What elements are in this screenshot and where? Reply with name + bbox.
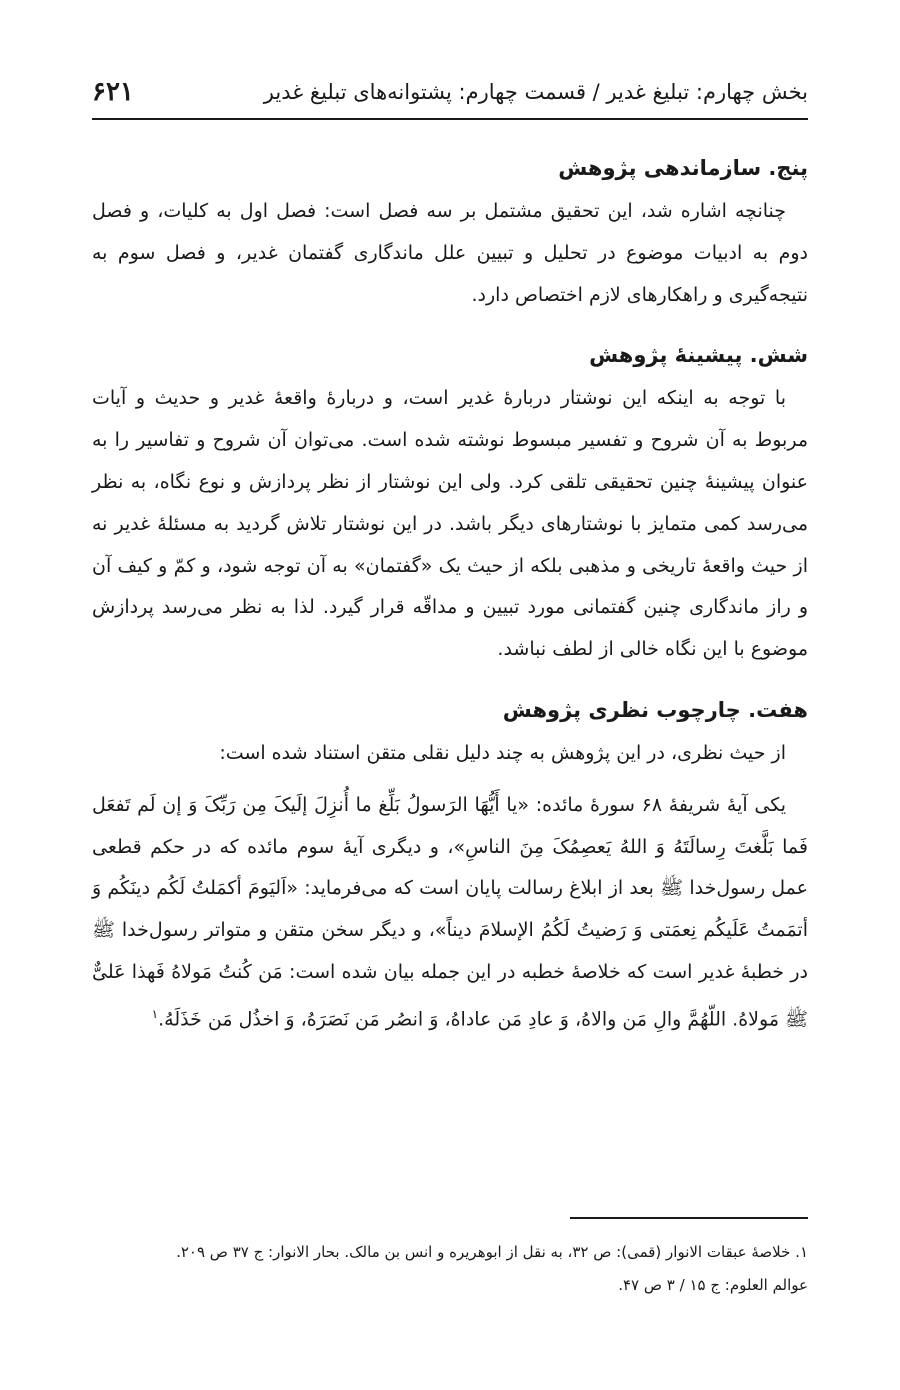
section-theoretical-framework — [92, 687, 808, 1041]
page-number: ۶۲۱ — [92, 77, 134, 107]
section-organization — [92, 145, 808, 316]
book-page — [92, 0, 808, 1390]
section-background — [92, 332, 808, 671]
section-heading: پنج. سازماندهی پژوهش — [558, 156, 808, 180]
running-head-title: بخش چهارم: تبلیغ غدیر / قسمت چهارم: پشتوانه‌های تبلیغ غدیر — [263, 80, 808, 104]
footnote-line: ۱. خلاصهٔ عبقات الانوار (قمی): ص ۳۲، به نقل از ابوهریره و انس بن مالک. بحار الانوار: ج ۳۷ ص ۲۰۹. — [176, 1243, 808, 1261]
footnote-marker[interactable]: ۱ — [151, 1006, 159, 1021]
body-text — [92, 145, 808, 1041]
section-heading: هفت. چارچوب نظری پژوهش — [502, 697, 808, 722]
paragraph: چنانچه اشاره شد، این تحقیق مشتمل بر سه فصل است: فصل اول به کلیات، و فصل دوم به ادبیات موضوع در تحلیل و تبیین علل ماندگاری گفتمان غدیر، و فصل سوم به نتیجه‌گیری و راهکارهای لازم اختصاص دارد. — [92, 200, 808, 306]
footnotes — [92, 1236, 808, 1302]
section-heading: شش. پیشینهٔ پژوهش — [589, 343, 808, 368]
header-divider — [92, 118, 808, 120]
footnote-divider — [570, 1217, 808, 1219]
paragraph: از حیث نظری، در این پژوهش به چند دلیل نقلی متقن استناد شده است: — [219, 741, 786, 764]
paragraph-with-quotes — [92, 785, 808, 1041]
paragraph-text: یکی آیهٔ شریفهٔ ۶۸ سورهٔ مائده: «یا أَیُّهَا الرَسولُ بَلِّغ ما أُنزِلَ إلَیکَ مِن رَبِّکَ وَ إن لَم تَفعَل فَما بَلَّغتَ رِسالَتَهُ وَ اللهُ یَعصِمُکَ مِنَ الناسِ»، و دیگری آیهٔ سوم مائده که در حکم قطعی عمل رسول‌خدا ﷺ بعد از ابلاغ رسالت پایان است که می‌فرماید: «اَلیَومَ أکمَلتُ لَکُم دینَکُم وَ أتمَمتُ عَلَیکُم نِعمَتی وَ رَضیتُ لَکُمُ الإسلامَ دیناً»، و دیگر سخن متقن و متواتر رسول‌خدا ﷺ در خطبهٔ غدیر است که خلاصهٔ خطبه در این جمله بیان شده است: مَن کُنتُ مَولاهُ فَهذا عَلیٌّ ﷺ مَولاهُ. اللّهُمَّ والِ مَن والاهُ، وَ عادِ مَن عاداهُ، وَ انصُر مَن نَصَرَهُ، وَ اخذُل مَن خَذَلَهُ. — [92, 793, 808, 1031]
running-head — [92, 70, 808, 114]
footnote-line: عوالم العلوم: ج ۱۵ / ۳ ص ۴۷. — [618, 1276, 808, 1294]
paragraph: با توجه به اینکه این نوشتار دربارهٔ غدیر است، و دربارهٔ واقعهٔ غدیر و حدیث و آیات مربوط به آن شروح و تفسیر مبسوط نوشته شده است. می‌توان آن شروح و تفاسیر را به عنوان پیشینهٔ چنین تحقیقی تلقی کرد. ولی این نوشتار از نظر پردازش و نوع نگاه، به نظر می‌رسد کمی متمایز با نوشتارهای دیگر باشد. در این نوشتار تلاش گردید به مسئلهٔ غدیر نه از حیث واقعهٔ تاریخی و مذهبی بلکه از حیث یک «گفتمان» به آن توجه شود، و کمّ و کیف آن و راز ماندگاری چنین گفتمانی مورد تبیین و مداقّه قرار گیرد. لذا به نظر می‌رسد پردازش موضوع با این نگاه خالی از لطف نباشد. — [92, 387, 808, 661]
